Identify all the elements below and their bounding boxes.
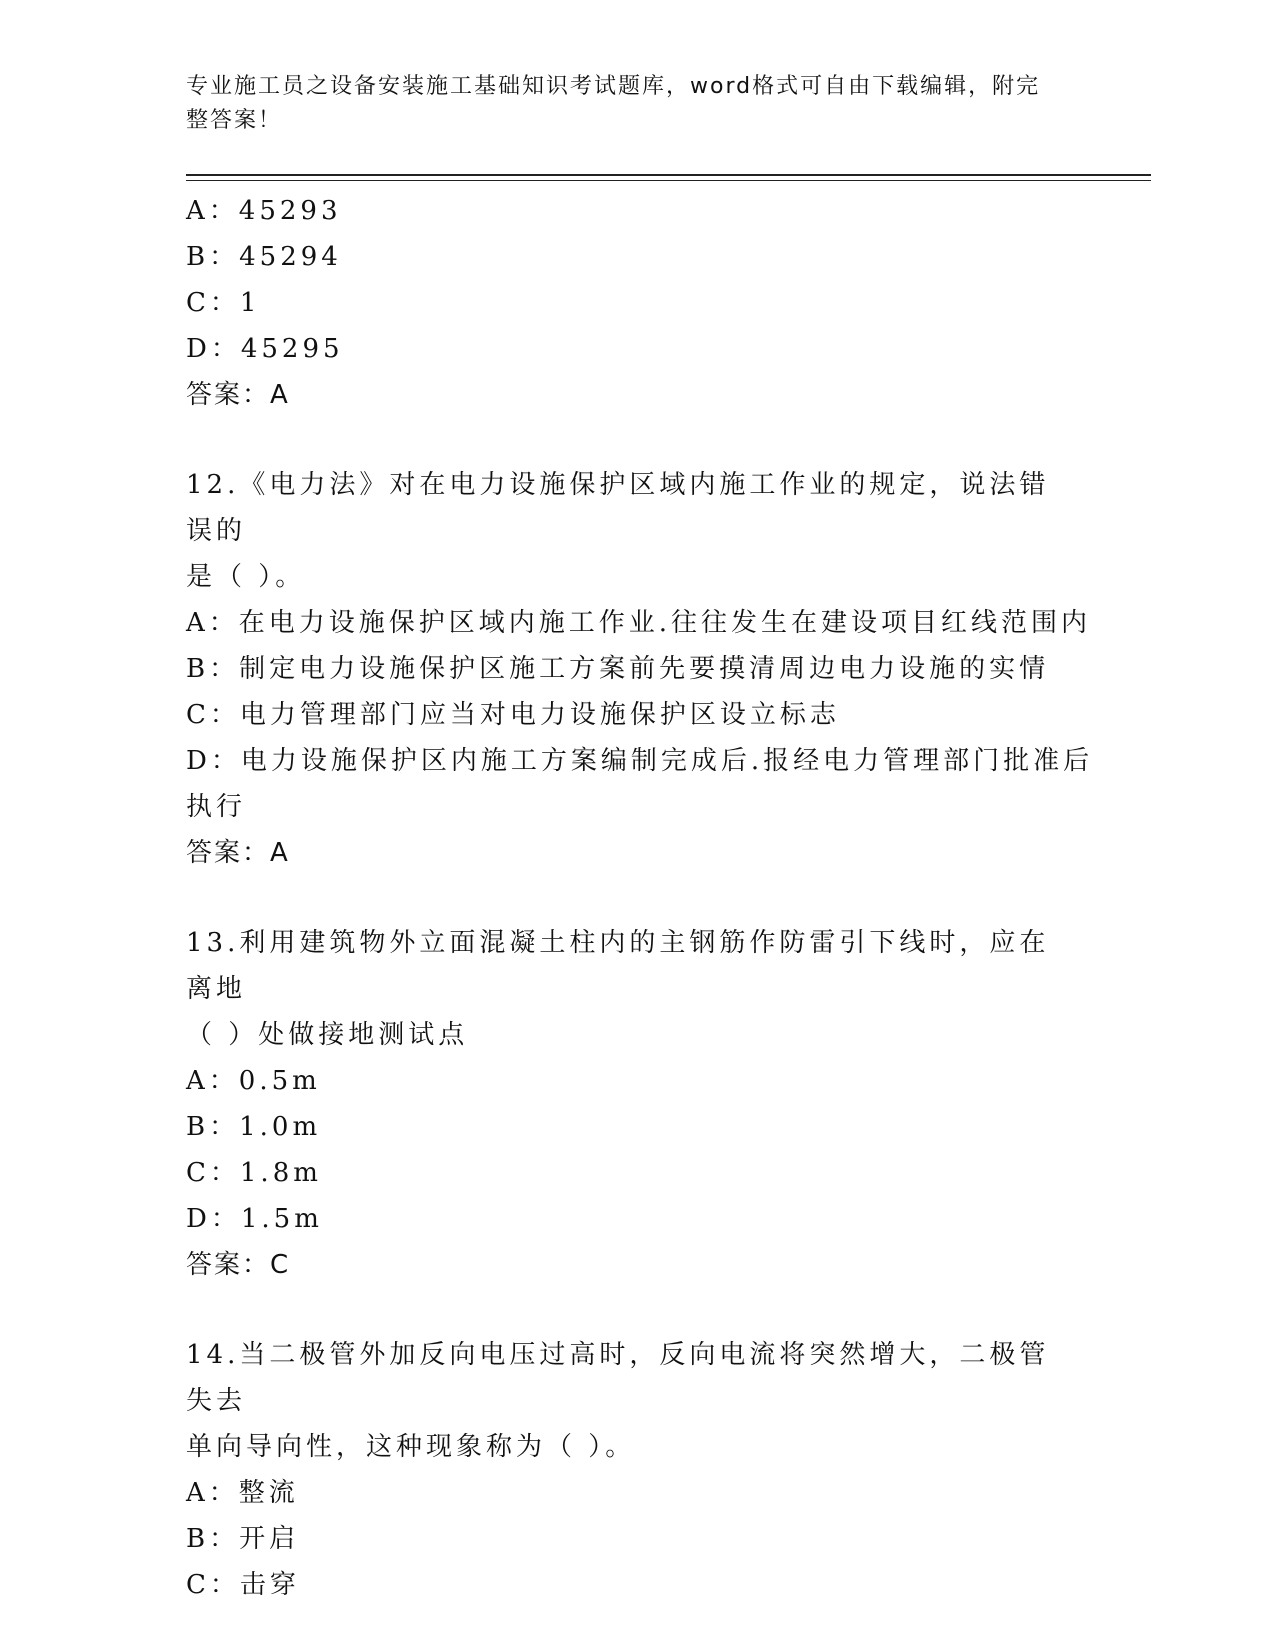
document-header: [186, 70, 1066, 138]
q12-option-a: A：在电力设施保护区域内施工作业.往往发生在建设项目红线范围内: [186, 608, 1092, 638]
q13-option-d: D：1.5m: [186, 1204, 323, 1234]
q14-question-line-2: 单向导向性，这种现象称为（ ）。: [186, 1432, 636, 1462]
q12-option-b: B：制定电力设施保护区施工方案前先要摸清周边电力设施的实情: [186, 654, 1050, 684]
header-divider-thin: [186, 180, 1151, 181]
q13-question-line-2: （ ）处做接地测试点: [186, 1020, 469, 1050]
q11-option-b: B：45294: [186, 242, 342, 272]
q13-option-b: B：1.0m: [186, 1112, 322, 1142]
q12-question-line-1: 12.《电力法》对在电力设施保护区域内施工作业的规定，说法错误的: [186, 470, 1050, 546]
q12-option-d-line-1: D：电力设施保护区内施工方案编制完成后.报经电力管理部门批准后: [186, 746, 1094, 776]
q13-option-a: A：0.5m: [186, 1066, 321, 1096]
question-13: [186, 920, 1086, 1288]
q13-question-line-1: 13.利用建筑物外立面混凝土柱内的主钢筋作防雷引下线时，应在离地: [186, 928, 1050, 1004]
q11-answer: 答案：A: [186, 380, 290, 410]
q13-answer: 答案：C: [186, 1250, 291, 1280]
header-title-line-1: 专业施工员之设备安装施工基础知识考试题库，word格式可自由下载编辑，附完: [186, 74, 1041, 99]
q14-option-c: C：击穿: [186, 1570, 300, 1600]
header-divider-thick: [186, 174, 1151, 176]
question-11: [186, 188, 1086, 418]
q12-option-d-line-2: 执行: [186, 792, 247, 822]
q12-answer: 答案：A: [186, 838, 290, 868]
q14-option-a: A：整流: [186, 1478, 299, 1508]
q11-option-a: A：45293: [186, 196, 342, 226]
q13-option-c: C：1.8m: [186, 1158, 322, 1188]
question-14: [186, 1332, 1086, 1608]
q12-question-line-2: 是（ ）。: [186, 562, 306, 592]
question-12: [186, 462, 1094, 876]
q11-option-c: C：1: [186, 288, 261, 318]
q14-question-line-1: 14.当二极管外加反向电压过高时，反向电流将突然增大，二极管失去: [186, 1340, 1050, 1416]
header-title-line-2: 整答案！: [186, 108, 283, 133]
q12-option-c: C：电力管理部门应当对电力设施保护区设立标志: [186, 700, 840, 730]
question-content: [186, 188, 1094, 1608]
q14-option-b: B：开启: [186, 1524, 300, 1554]
q11-option-d: D：45295: [186, 334, 344, 364]
